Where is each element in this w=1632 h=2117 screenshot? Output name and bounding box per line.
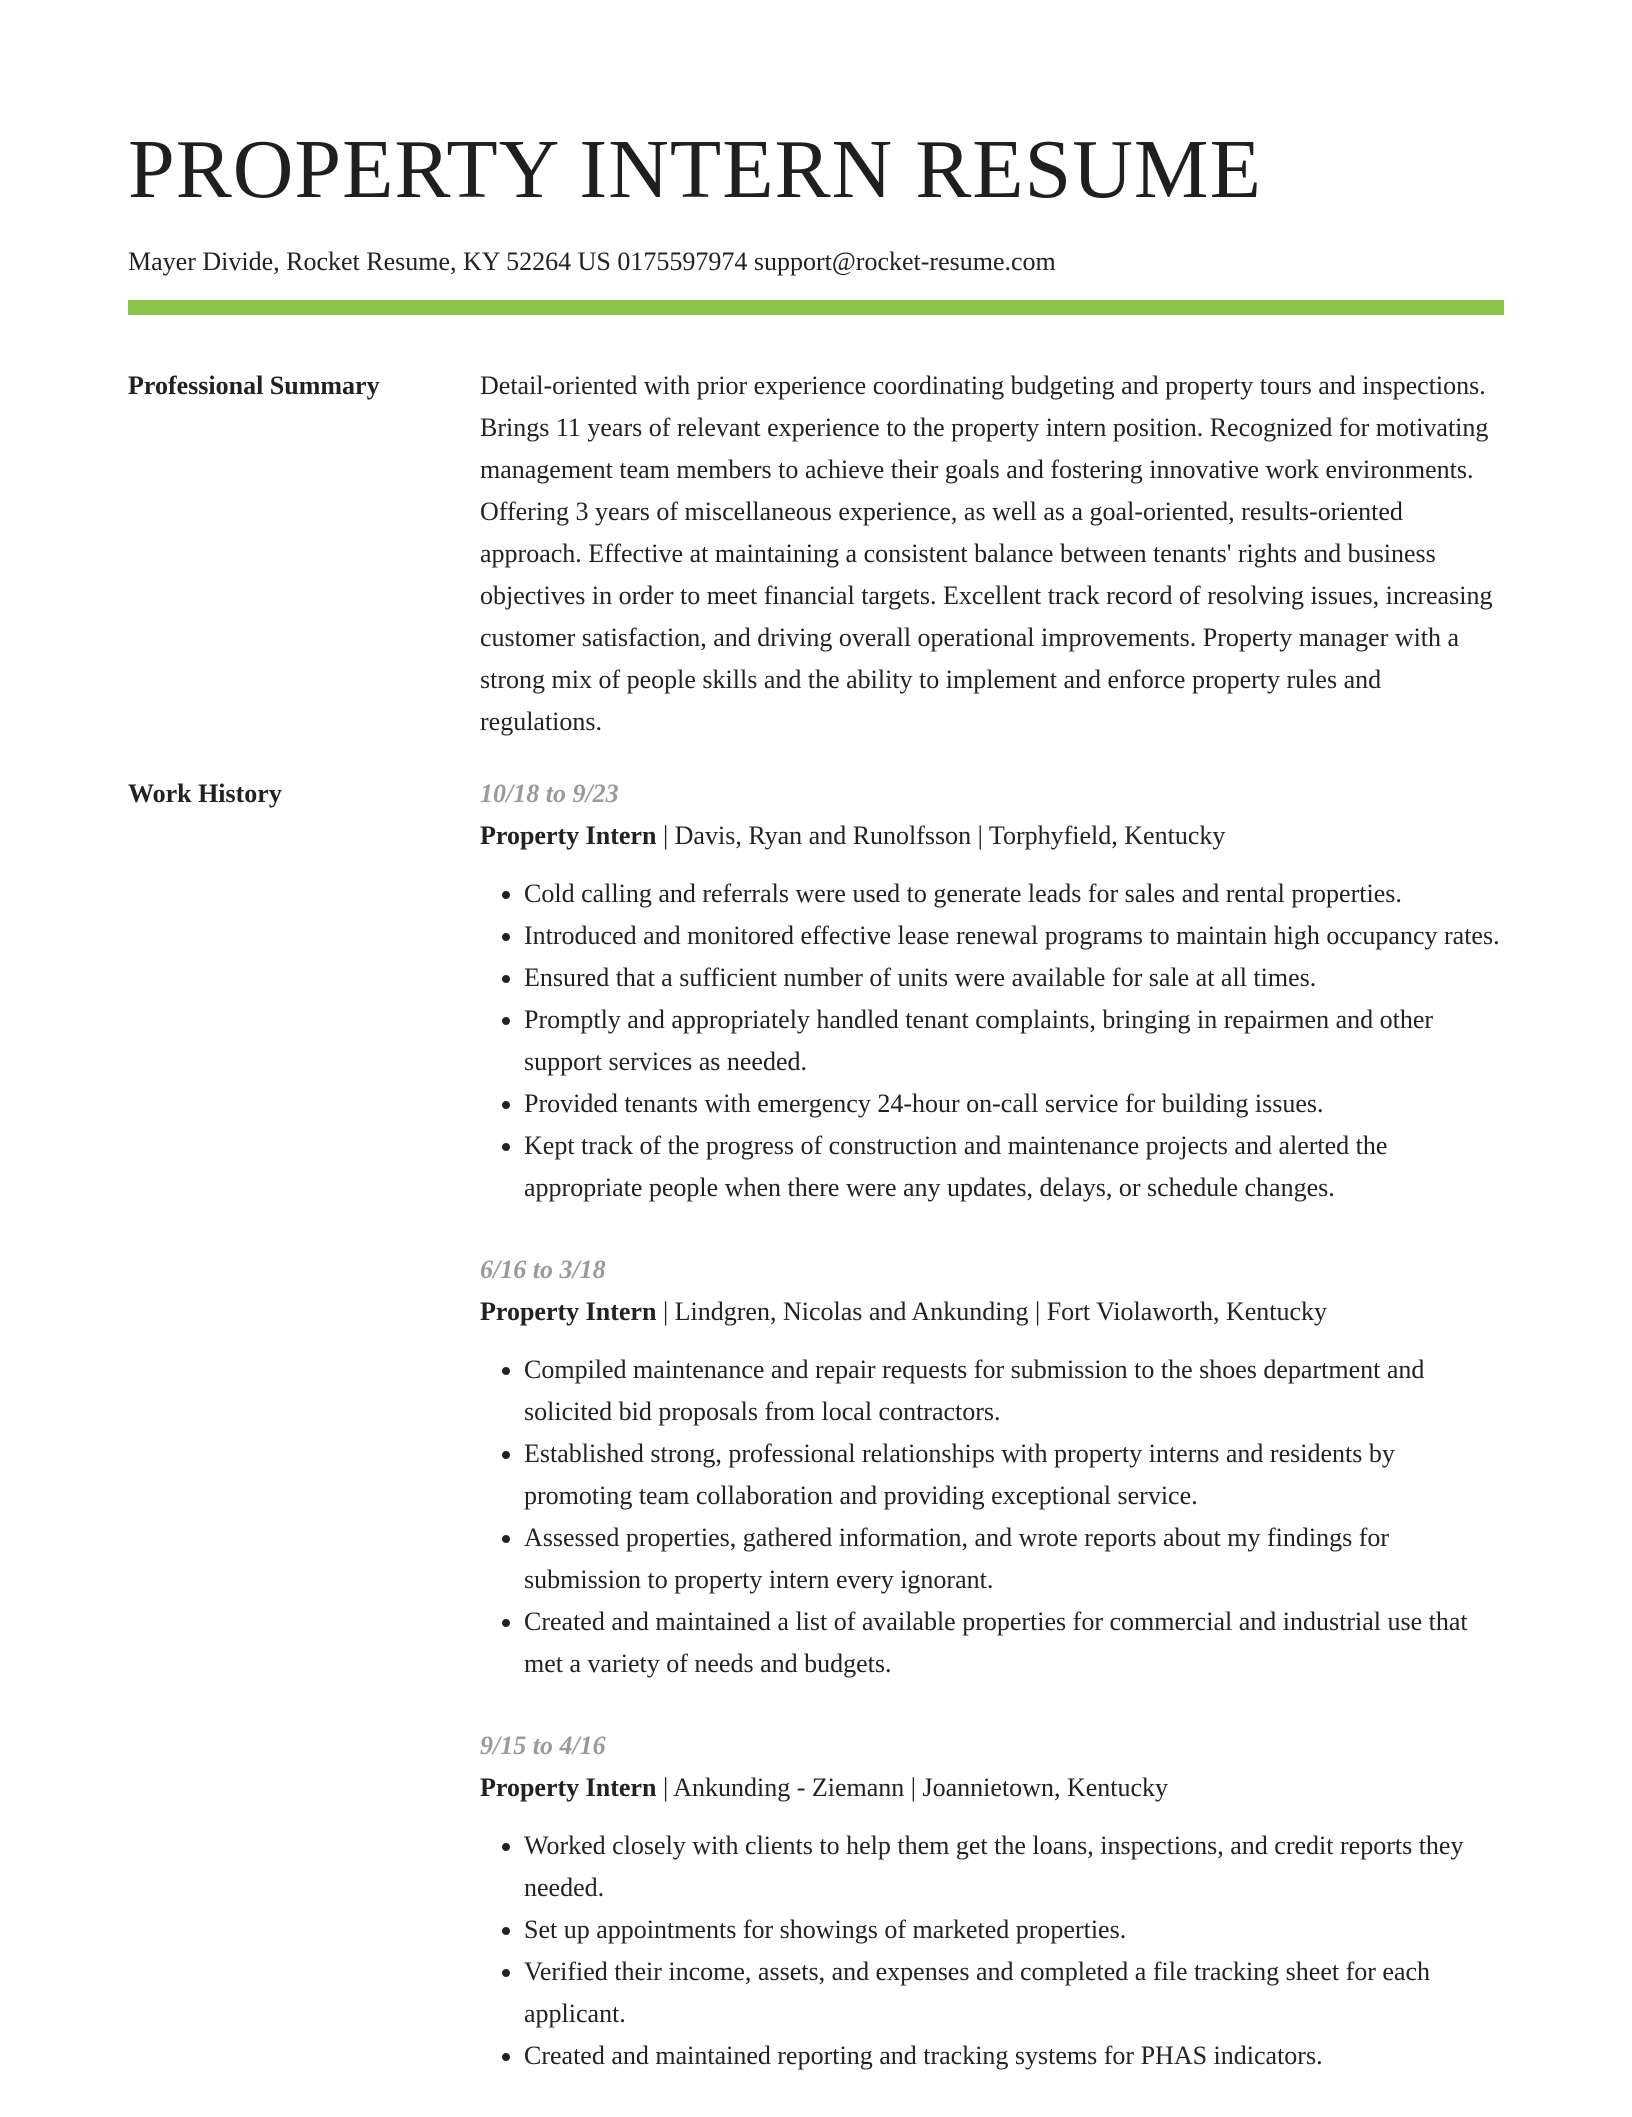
resume-page [128,120,1504,2117]
job-entry [480,1725,1504,2077]
job-location: Joannietown, Kentucky [922,1773,1169,1802]
job-duties [480,1349,1504,1685]
job-title: Property Intern [480,1297,657,1326]
job-separator [904,1773,922,1802]
summary-text: Detail-oriented with prior experience coordinating budgeting and property tours and inspections. Brings 11 years of relevant experience to the property intern position. Recognized for motivating management team members to achieve their goals and fostering innovative work environments. Offering 3 years of miscellaneous experience, as well as a goal-oriented, results-oriented approach. Effective at maintaining a consistent balance between tenants' rights and business objectives in order to meet financial targets. Excellent track record of resolving issues, increasing customer satisfaction, and driving overall operational improvements. Property manager with a strong mix of people skills and the ability to implement and enforce property rules and regulations. [480,371,1493,736]
job-duty: • Introduced and monitored effective lease renewal programs to maintain high occupancy rates. [524,915,1504,957]
contact-line [128,246,1504,278]
job-separator [656,1297,674,1326]
section-label-work-history: Work History [128,779,282,808]
job-duty: • Provided tenants with emergency 24-hour on-call service for building issues. [524,1083,1504,1125]
job-company: Davis, Ryan and Runolfsson [674,821,972,850]
header-divider [128,300,1504,315]
job-duty: • Established strong, professional relationships with property interns and residents by promoting team collaboration and providing exceptional service. [524,1433,1504,1517]
contact-phone: 0175597974 [617,247,748,276]
job-duty: • Kept track of the progress of construction and maintenance projects and alerted the appropriate people when there were any updates, delays, or schedule changes. [524,1125,1504,1209]
job-dates: 10/18 to 9/23 [480,779,619,808]
job-title: Property Intern [480,821,657,850]
job-duty: • Ensured that a sufficient number of units were available for sale at all times. [524,957,1504,999]
job-separator [656,1773,673,1802]
professional-summary-section [128,365,1504,743]
job-duty: • Promptly and appropriately handled tenant complaints, bringing in repairmen and other support services as needed. [524,999,1504,1083]
contact-address: Mayer Divide, Rocket Resume, KY 52264 US [128,247,611,276]
job-company: Ankunding - Ziemann [673,1773,905,1802]
section-label-summary: Professional Summary [128,371,380,400]
job-title: Property Intern [480,1773,657,1802]
job-duty: • Created and maintained reporting and tracking systems for PHAS indicators. [524,2035,1504,2077]
job-duty: • Verified their income, assets, and expenses and completed a file tracking sheet for each applicant. [524,1951,1504,2035]
job-heading [480,815,1504,857]
job-entry [480,773,1504,1209]
work-history-list [480,773,1504,2117]
job-separator [1029,1297,1047,1326]
job-duty: • Created and maintained a list of available properties for commercial and industrial use that met a variety of needs and budgets. [524,1601,1504,1685]
job-heading [480,1767,1504,1809]
job-duty: • Cold calling and referrals were used to generate leads for sales and rental properties. [524,873,1504,915]
job-separator [971,821,989,850]
resume-title: PROPERTY INTERN RESUME [128,123,1262,216]
job-heading [480,1291,1504,1333]
job-duty: • Set up appointments for showings of marketed properties. [524,1909,1504,1951]
job-separator [656,821,674,850]
job-location: Torphyfield, Kentucky [988,821,1226,850]
job-dates: 6/16 to 3/18 [480,1255,606,1284]
job-duty: • Assessed properties, gathered information, and wrote reports about my findings for submission to property intern every ignorant. [524,1517,1504,1601]
work-history-section [128,773,1504,2117]
job-duty: • Compiled maintenance and repair requests for submission to the shoes department and solicited bid proposals from local contractors. [524,1349,1504,1433]
job-company: Lindgren, Nicolas and Ankunding [674,1297,1029,1326]
job-location: Fort Violaworth, Kentucky [1046,1297,1328,1326]
contact-email: support@rocket-resume.com [753,247,1056,276]
job-duties [480,1825,1504,2077]
job-entry [480,1249,1504,1685]
job-duties [480,873,1504,1209]
job-duty: • Worked closely with clients to help them get the loans, inspections, and credit reports they needed. [524,1825,1504,1909]
job-dates: 9/15 to 4/16 [480,1731,606,1760]
